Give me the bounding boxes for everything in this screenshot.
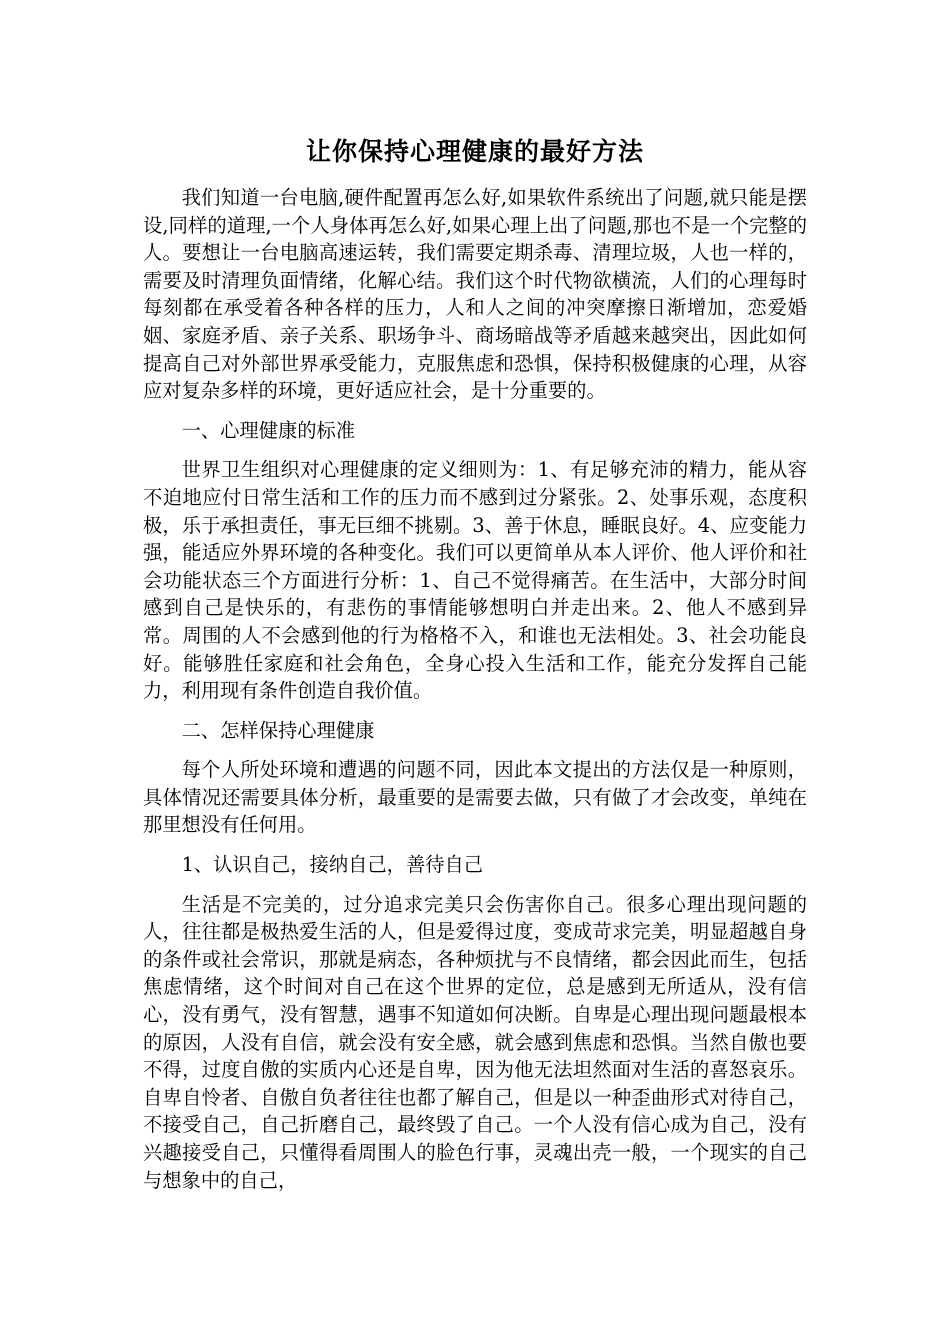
standards-paragraph: 世界卫生组织对心理健康的定义细则为：1、有足够充沛的精力，能从容不迫地应付日常生活和工作的压力而不感到过分紧张。2、处事乐观，态度积极，乐于承担责任，事无巨细不挑剔。3、善于休息，睡眠良好。4、应变能力强，能适应外界环境的各种变化。我们可以更简单从本人评价、他人评价和社会功能状态三个方面进行分析：1、自己不觉得痛苦。在生活中，大部分时间感到自己是快乐的，有悲伤的事情能够想明白并走出来。2、他人不感到异常。周围的人不会感到他的行为格格不入，和谁也无法相处。3、社会功能良好。能够胜任家庭和社会角色，全身心投入生活和工作，能充分发挥自己能力，利用现有条件创造自我价值。 xyxy=(143,458,807,703)
document-body xyxy=(143,134,807,1206)
methods-paragraph: 每个人所处环境和遭遇的问题不同，因此本文提出的方法仅是一种原则，具体情况还需要具体分析，最重要的是需要去做，只有做了才会改变，单纯在那里想没有任何用。 xyxy=(143,758,807,837)
intro-paragraph: 我们知道一台电脑,硬件配置再怎么好,如果软件系统出了问题,就只能是摆设,同样的道理,一个人身体再怎么好,如果心理上出了问题,那也不是一个完整的人。要想让一台电脑高速运转，我们需要定期杀毒、清理垃圾，人也一样的，需要及时清理负面情绪，化解心结。我们这个时代物欲横流，人们的心理每时每刻都在承受着各种各样的压力，人和人之间的冲突摩擦日渐增加，恋爱婚姻、家庭矛盾、亲子关系、职场争斗、商场暗战等矛盾越来越突出，因此如何提高自己对外部世界承受能力，克服焦虑和恐惧，保持积极健康的心理，从容应对复杂多样的环境，更好适应社会，是十分重要的。 xyxy=(143,186,807,403)
section-heading-methods: 二、怎样保持心理健康 xyxy=(181,718,375,742)
self-paragraph: 生活是不完美的，过分追求完美只会伤害你自己。很多心理出现问题的人，往往都是极热爱生活的人，但是爱得过度，变成苛求完美，明显超越自身的条件或社会常识，那就是病态，各种烦扰与不良情绪，都会因此而生，包括焦虑情绪，这个时间对自己在这个世界的定位，总是感到无所适从，没有信心，没有勇气，没有智慧，遇事不知道如何决断。自卑是心理出现问题最根本的原因，人没有自信，就会没有安全感，就会感到焦虑和恐惧。当然自傲也要不得，过度自傲的实质内心还是自卑，因为他无法坦然面对生活的喜怒哀乐。自卑自怜者、自傲自负者往往也都了解自己，但是以一种歪曲形式对待自己，不接受自己，自己折磨自己，最终毁了自己。一个人没有信心成为自己，没有兴趣接受自己，只懂得看周围人的脸色行事，灵魂出壳一般，一个现实的自己与想象中的自己， xyxy=(143,892,807,1192)
section-heading-standards: 一、心理健康的标准 xyxy=(181,418,356,442)
subsection-heading-self: 1、认识自己，接纳自己，善待自己 xyxy=(181,853,484,877)
document-title: 让你保持心理健康的最好方法 xyxy=(305,137,644,166)
